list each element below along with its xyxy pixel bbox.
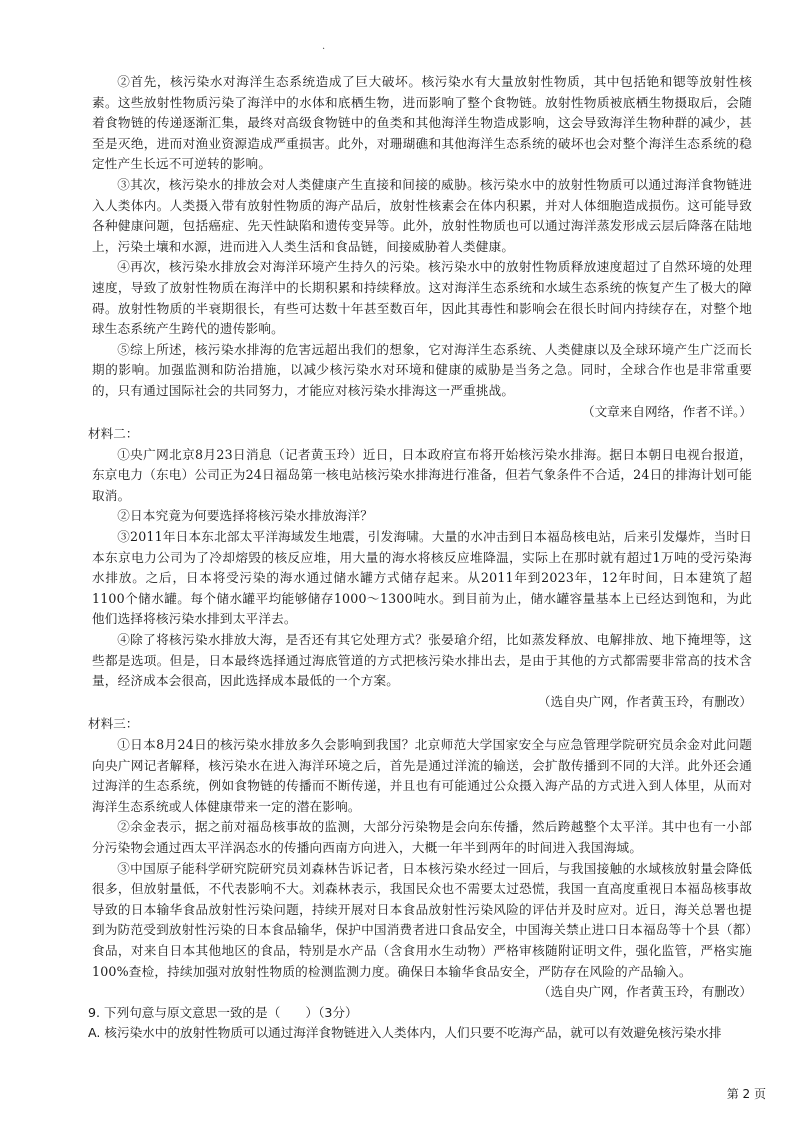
material-heading: 材料三： (88, 716, 139, 732)
page-number: 第 2 页 (726, 1087, 766, 1101)
material-heading: 材料二： (88, 426, 139, 442)
paragraph: ④再次，核污染水排放会对海洋环境产生持久的污染。核污染水中的放射性物质释放速度超过了自然环境的处理速度，导致了放射性物质在海洋中的长期积累和持续释放。这对海洋生态系统和水域生态系统的恢复产生了极大的障碍。放射性物质的半衰期很长，有些可达数十年甚至数百年，因此其毒性和影响会在很长时间内持续存在，对整个地球生态系统产生跨代的遗传影响。 (92, 259, 752, 337)
source-note: （文章来自网络，作者不详。） (581, 403, 752, 419)
paragraph: ②首先，核污染水对海洋生态系统造成了巨大破坏。核污染水有大量放射性物质，其中包括铯和锶等放射性核素。这些放射性物质污染了海洋中的水体和底栖生物，进而影响了整个食物链。放射性物质被底栖生物摄取后，会随着食物链的传递逐渐汇集，最终对高级食物链中的鱼类和其他海洋生物造成影响，这会导致海洋生物种群的减少，甚至是灭绝，进而对渔业资源造成严重损害。此外，对珊瑚礁和其他海洋生态系统的破坏也会对整个海洋生态系统的稳定性产生长远不可逆转的影响。 (92, 74, 752, 172)
material-three (88, 714, 752, 1002)
paragraph: ⑤综上所述，核污染水排海的危害远超出我们的想象，它对海洋生态系统、人类健康以及全球环境产生广泛而长期的影响。加强监测和防治措施，以减少核污染水对环境和健康的威胁是当务之急。同时，全球合作也是非常重要的，只有通过国际社会的共同努力，才能应对核污染水排海这一严重挑战。 (92, 341, 752, 398)
source-note: （选自央广网，作者黄玉玲，有删改） (537, 984, 752, 1000)
paragraph: ④除了将核污染水排放大海，是否还有其它处理方式？张晏瑲介绍，比如蒸发释放、电解排放、地下掩埋等，这些都是选项。但是，日本最终选择通过海底管道的方式把核污染水排出去，是由于其他的方式都需要非常高的技术含量，经济成本会很高，因此选择成本最低的一个方案。 (92, 632, 752, 689)
paragraph: ②余金表示，据之前对福岛核事故的监测，大部分污染物是会向东传播，然后跨越整个太平洋。其中也有一小部分污染物会通过西太平洋涡态水的传播向西南方向进入，大概一年半到两年的时间进入我国海域。 (92, 819, 752, 855)
paragraph: ①央广网北京8月23日消息（记者黄玉玲）近日，日本政府宣布将开始核污染水排海。据日本朝日电视台报道，东京电力（东电）公司正为24日福岛第一核电站核污染水排海进行准备，但若气象条件不合适，24日的排海计划可能取消。 (92, 446, 752, 503)
paragraph: ③2011年日本东北部太平洋海域发生地震，引发海啸。大量的水冲击到日本福岛核电站，后来引发爆炸，当时日本东京电力公司为了冷却熔毁的核反应堆，用大量的海水将核反应堆降温，实际上在那时就有超过1万吨的受污染海水排放。之后，日本将受污染的海水通过储水罐方式储存起来。从2011年到2023年，12年时间，日本建筑了超1100个储水罐。每个储水罐平均能够储存1000～1300吨水。到目前为止，储水罐容量基本上已经达到饱和，为此他们选择将核污染水排到太平洋去。 (92, 529, 752, 627)
page-content (88, 72, 752, 1044)
paragraph: ①日本8月24日的核污染水排放多久会影响到我国？北京师范大学国家安全与应急管理学院研究员余金对此问题向央广网记者解释，核污染水在进入海洋环境之后，首先是通过洋流的输送，会扩散传播到不同的大洋。此外还会通过海洋的生态系统，例如食物链的传播而不断传递，并且也有可能通过公众摄入海产品的方式进入到人体里，从而对海洋生态系统或人体健康带来一定的潜在影响。 (92, 737, 752, 814)
material-two (88, 424, 752, 712)
paragraph: ③中国原子能科学研究院研究员刘森林告诉记者，日本核污染水经过一回后，与我国接触的水域核放射量会降低很多，但放射量低，不代表影响不大。刘森林表示，我国民众也不需要太过恐慌，我国一直高度重视日本福岛核事故导致的日本输华食品放射性污染问题，持续开展对日本食品放射性污染风险的评估并及时应对。近日，海关总署也提到为防范受到放射性污染的日本食品输华，保护中国消费者进口食品安全，中国海关禁止进口日本福岛等十个县（都）食品，对来自日本其他地区的食品，特别是水产品（含食用水生动物）严格审核随附证明文件，强化监管，严格实施100%查检，持续加强对放射性物质的检测监测力度。确保日本输华食品安全，严防存在风险的产品输入。 (92, 860, 752, 979)
paragraph: ③其次，核污染水的排放会对人类健康产生直接和间接的威胁。核污染水中的放射性物质可以通过海洋食物链进入人类体内。人类摄入带有放射性物质的海产品后，放射性核素会在体内积累，并对人体细胞造成损伤。这可能导致各种健康问题，包括癌症、先天性缺陷和遗传变异等。此外，放射性物质也可以通过海洋蒸发形成云层后降落在陆地上，污染土壤和水源，进而进入人类生活和食品链，间接威胁着人类健康。 (92, 176, 752, 254)
option-a: A. 核污染水中的放射性物质可以通过海洋食物链进入人类体内，人们只要不吃海产品，就可以有效避免核污染水排 (88, 1025, 722, 1041)
paragraph: ②日本究竟为何要选择将核污染水排放海洋？ (117, 508, 374, 524)
material-one-tail (92, 72, 752, 422)
question-9 (88, 1003, 752, 1044)
source-note: （选自央广网，作者黄玉玲，有删改） (537, 693, 752, 709)
question-stem: 9. 下列句意与原文意思一致的是（ ）（3分） (88, 1004, 358, 1020)
scan-dot: · (322, 44, 326, 55)
